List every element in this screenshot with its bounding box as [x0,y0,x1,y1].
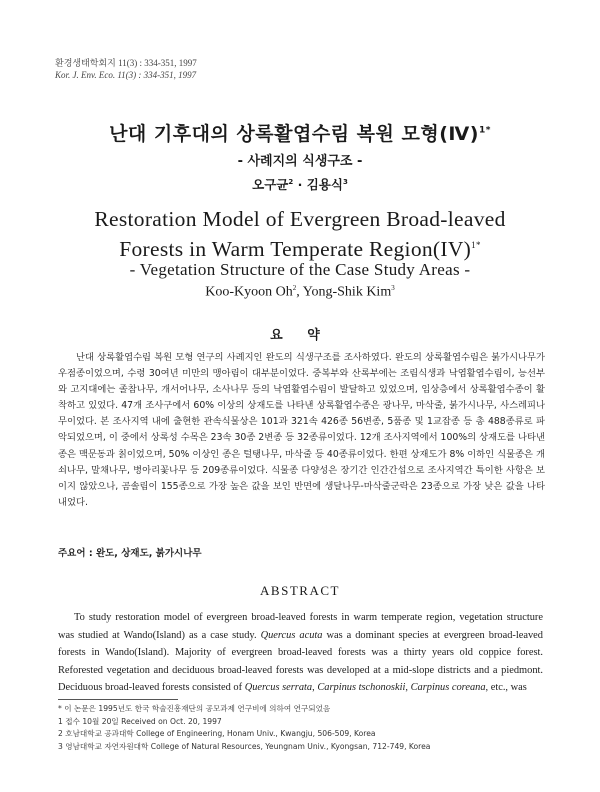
footnote-funding: * 이 논문은 1995년도 한국 학술진흥재단의 공모과제 연구비에 의하여 연구되었음 [58,704,331,713]
english-author-1-mark: 2 [292,284,297,292]
english-abstract-part-3: , etc., was [485,682,527,693]
korean-subtitle: - 사례지의 식생구조 - [237,154,363,169]
korean-title [0,119,600,146]
journal-citation-kr: 환경생태학회지 11(3) : 334-351, 1997 [55,58,197,68]
footnote-received: 1 접수 10월 20일 Received on Oct. 20, 1997 [58,716,222,726]
journal-citation-en: Kor. J. Env. Eco. 11(3) : 334-351, 1997 [55,70,197,80]
species-quercus-serrata: Quercus serrata [244,682,313,693]
korean-title-footnote-mark: 1* [478,125,491,136]
korean-author-2-mark: 3 [342,177,348,186]
korean-title-text: 난대 기후대의 상록활엽수림 복원 모형(Ⅳ) [109,123,479,145]
footnote-affiliation-2: 3 영남대학교 자연자원대학 College of Natural Resources, Yeungnam Univ., Kyongsan, 712-749, Korea [58,741,431,751]
species-separator-1: , [312,682,318,693]
footnote-affiliation-1: 2 호남대학교 공과대학 College of Engineering, Honam Univ., Kwangju, 506-509, Korea [58,729,376,739]
english-title [0,206,600,262]
english-subtitle: - Vegetation Structure of the Case Study Areas - [129,260,471,279]
english-author-2-mark: 3 [391,284,395,292]
footnotes [58,703,558,753]
english-abstract-body [58,609,543,697]
english-title-line-1: Restoration Model of Evergreen Broad-leaved [94,207,506,231]
korean-keywords: 주요어 : 완도, 상재도, 붉가시나무 [58,548,202,559]
korean-author-1: 오구균 [252,177,289,192]
species-quercus-acuta: Quercus acuta [260,629,323,641]
english-title-line-2: Forests in Warm Temperate Region(IV) [119,237,472,262]
footnote-divider [58,699,178,700]
korean-author-2: 김용식 [306,177,343,192]
species-separator-2: , [405,682,411,693]
species-carpinus-coreana: Carpinus coreana [410,682,486,693]
english-abstract-heading: ABSTRACT [260,583,340,598]
english-abstract-part-2: was a dominant species at evergreen broad-leaved forests in Wando(Island). Majority of evergreen broad-leaved forests was a thirty years old coppice forest. Reforested vegetation and deciduous broad-leaved forests was developed at a mid-slope districts and a piedmont. Deciduous broad-leaved forests consisted of [58,629,543,693]
journal-citation [55,57,197,81]
english-abstract-part-1: To study restoration model of evergreen broad-leaved forests in warm temperate region, vegetation structure was studied at Wando(Island) as a case study. [58,612,543,641]
english-title-footnote-mark: 1* [471,240,481,250]
korean-author-1-mark: 2 [288,177,294,186]
english-author-2: Yong-Shik Kim [302,284,392,300]
english-author-1: Koo-Kyoon Oh [205,284,293,300]
korean-authors [0,175,600,193]
english-authors [0,284,600,301]
species-carpinus-tschonoskii: Carpinus tschonoskii [317,682,406,693]
english-author-separator: , [296,284,303,300]
korean-abstract-body: 난대 상록활엽수림 복원 모형 연구의 사례지인 완도의 식생구조를 조사하였다. 완도의 상록활엽수림은 붉가시나무가 우점종이었으며, 수령 30여년 미만의 맹아림이 대부분이었다. 중복부와 산록부에는 조림식생과 낙엽활엽수림이, 능선부와 고지대에는 졸참나무, 개서어나무, 소사나무 등의 낙엽활엽수림이 발달하고 있었으며, 임상층에서 상록활엽수종이 활착하고 있었다. 47개 조사구에서 60% 이상의 상재도를 나타낸 상록활엽수종은 광나무, 마삭줄, 붉가시나무, 사스레피나무이었다. 본 조사지역 내에 출현한 관속식물상은 101과 321속 426종 56변종, 5품종 및 1교잡종 등 총 488종류로 파악되었으며, 이 중에서 상록성 수목은 23속 30종 2변종 등 32종류이었다. 12개 조사지역에서 100%의 상재도를 나타낸 종은 맥문동과 칡이었으며, 50% 이상인 종은 털탱나무, 마삭줄 등 40종류이었다. 한편 상재도가 8% 이하인 식물종은 개쇠나무, 말채나무, 병아리꽃나무 등 209종류이었다. 식물종 다양성은 장기간 인간간섭으로 조사지역간 특이한 사항은 보이지 않았으나, 곰솔림이 155종으로 가장 높은 값을 보인 반면에 생달나무-마삭줄군락은 23종으로 가장 낮은 값을 나타내었다. [58,352,545,508]
english-title-line-2-wrap [0,232,600,262]
korean-abstract-heading: 요 약 [270,328,330,343]
korean-author-separator: · [293,177,307,192]
